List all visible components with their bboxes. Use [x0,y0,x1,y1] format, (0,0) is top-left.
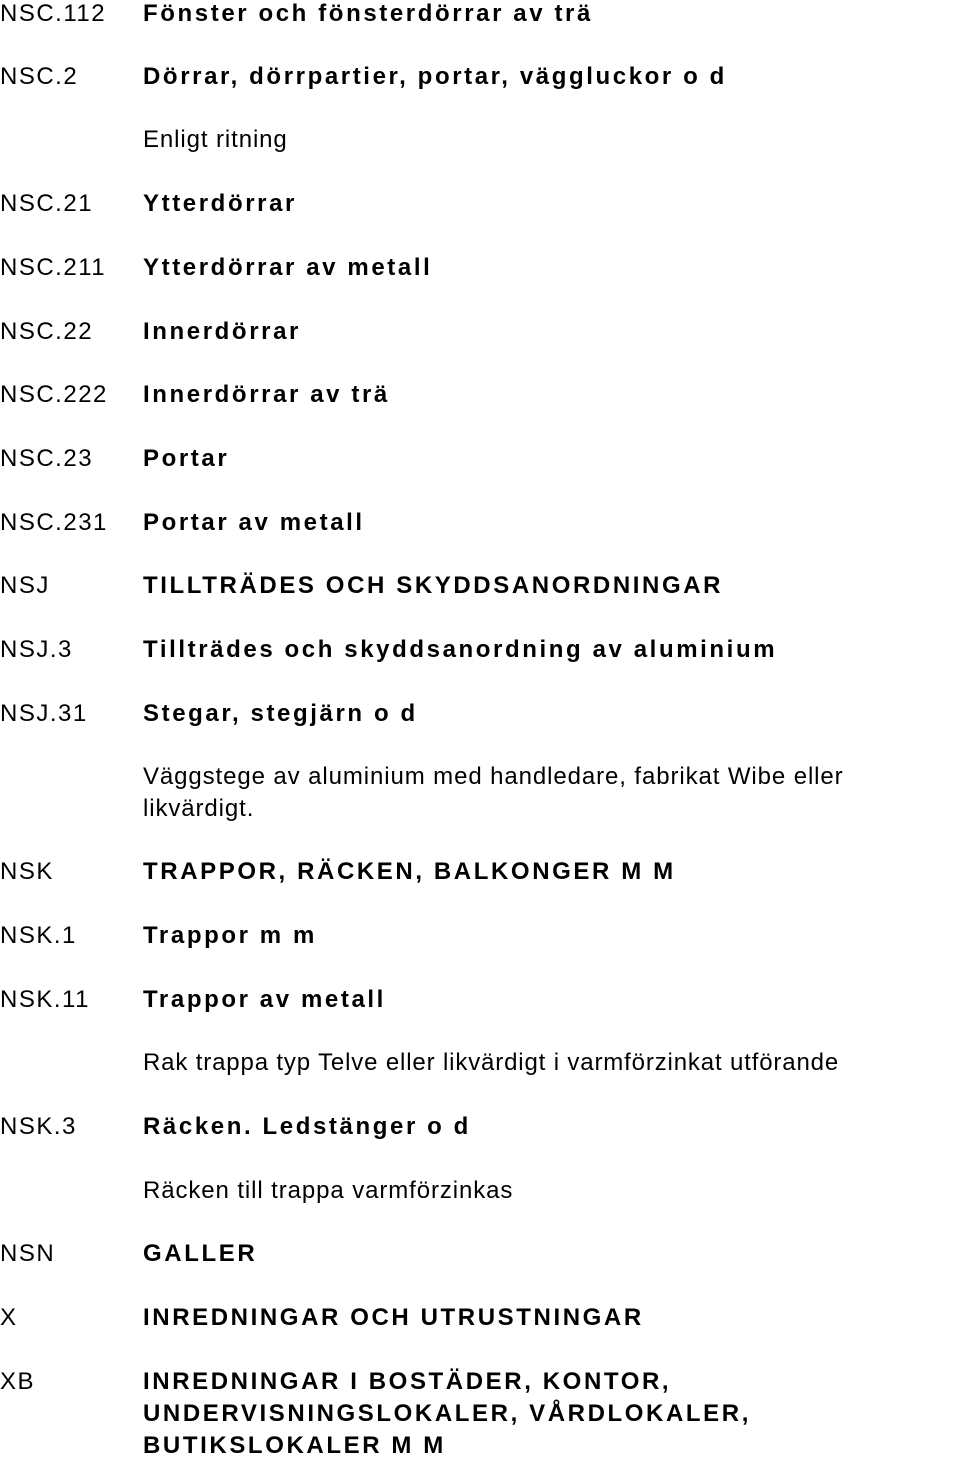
section-description: Enligt ritning [143,126,288,153]
section-code: NSC.21 [0,190,94,217]
section-heading: INREDNINGAR OCH UTRUSTNINGAR [143,1304,644,1331]
section-heading: Dörrar, dörrpartier, portar, väggluckor o d [143,63,727,90]
section-heading: Tillträdes och skyddsanordning av aluminium [143,636,778,663]
section-description: Rak trappa typ Telve eller likvärdigt i varmförzinkat utförande [143,1049,840,1076]
section-code: NSK [0,858,54,885]
section-code: XB [0,1368,36,1395]
section-code: NSC.22 [0,318,94,345]
section-code: NSC.211 [0,254,107,281]
section-code: X [0,1304,18,1331]
section-code: NSC.231 [0,509,108,536]
section-code: NSC.112 [0,0,107,27]
section-heading: TRAPPOR, RÄCKEN, BALKONGER M M [143,858,676,885]
section-code: NSC.2 [0,63,79,90]
section-heading: Trappor m m [143,922,317,949]
section-code: NSK.11 [0,986,90,1013]
section-heading: Ytterdörrar [143,190,297,217]
section-code: NSK.3 [0,1113,77,1140]
section-code: NSN [0,1240,56,1267]
section-code: NSC.23 [0,445,94,472]
section-code: NSC.222 [0,381,108,408]
section-heading: Ytterdörrar av metall [143,254,433,281]
section-heading: Portar [143,445,230,472]
section-description: Räcken till trappa varmförzinkas [143,1177,514,1204]
section-heading: GALLER [143,1240,258,1267]
section-heading: Trappor av metall [143,986,386,1013]
section-code: NSJ.3 [0,636,73,663]
section-heading: TILLTRÄDES OCH SKYDDSANORDNINGAR [143,572,724,599]
section-code: NSJ [0,572,50,599]
section-heading: Stegar, stegjärn o d [143,700,418,727]
section-heading: Innerdörrar [143,318,301,345]
section-code: NSK.1 [0,922,77,949]
section-heading: Fönster och fönsterdörrar av trä [143,0,593,27]
section-description: Väggstege av aluminium med handledare, fabrikat Wibe eller likvärdigt. [143,763,844,822]
section-code: NSJ.31 [0,700,88,727]
section-heading: Räcken. Ledstänger o d [143,1113,471,1140]
section-heading: Portar av metall [143,509,365,536]
section-heading: INREDNINGAR I BOSTÄDER, KONTOR, UNDERVISNINGSLOKALER, VÅRDLOKALER, BUTIKSLOKALER M M [143,1368,751,1459]
section-heading: Innerdörrar av trä [143,381,390,408]
